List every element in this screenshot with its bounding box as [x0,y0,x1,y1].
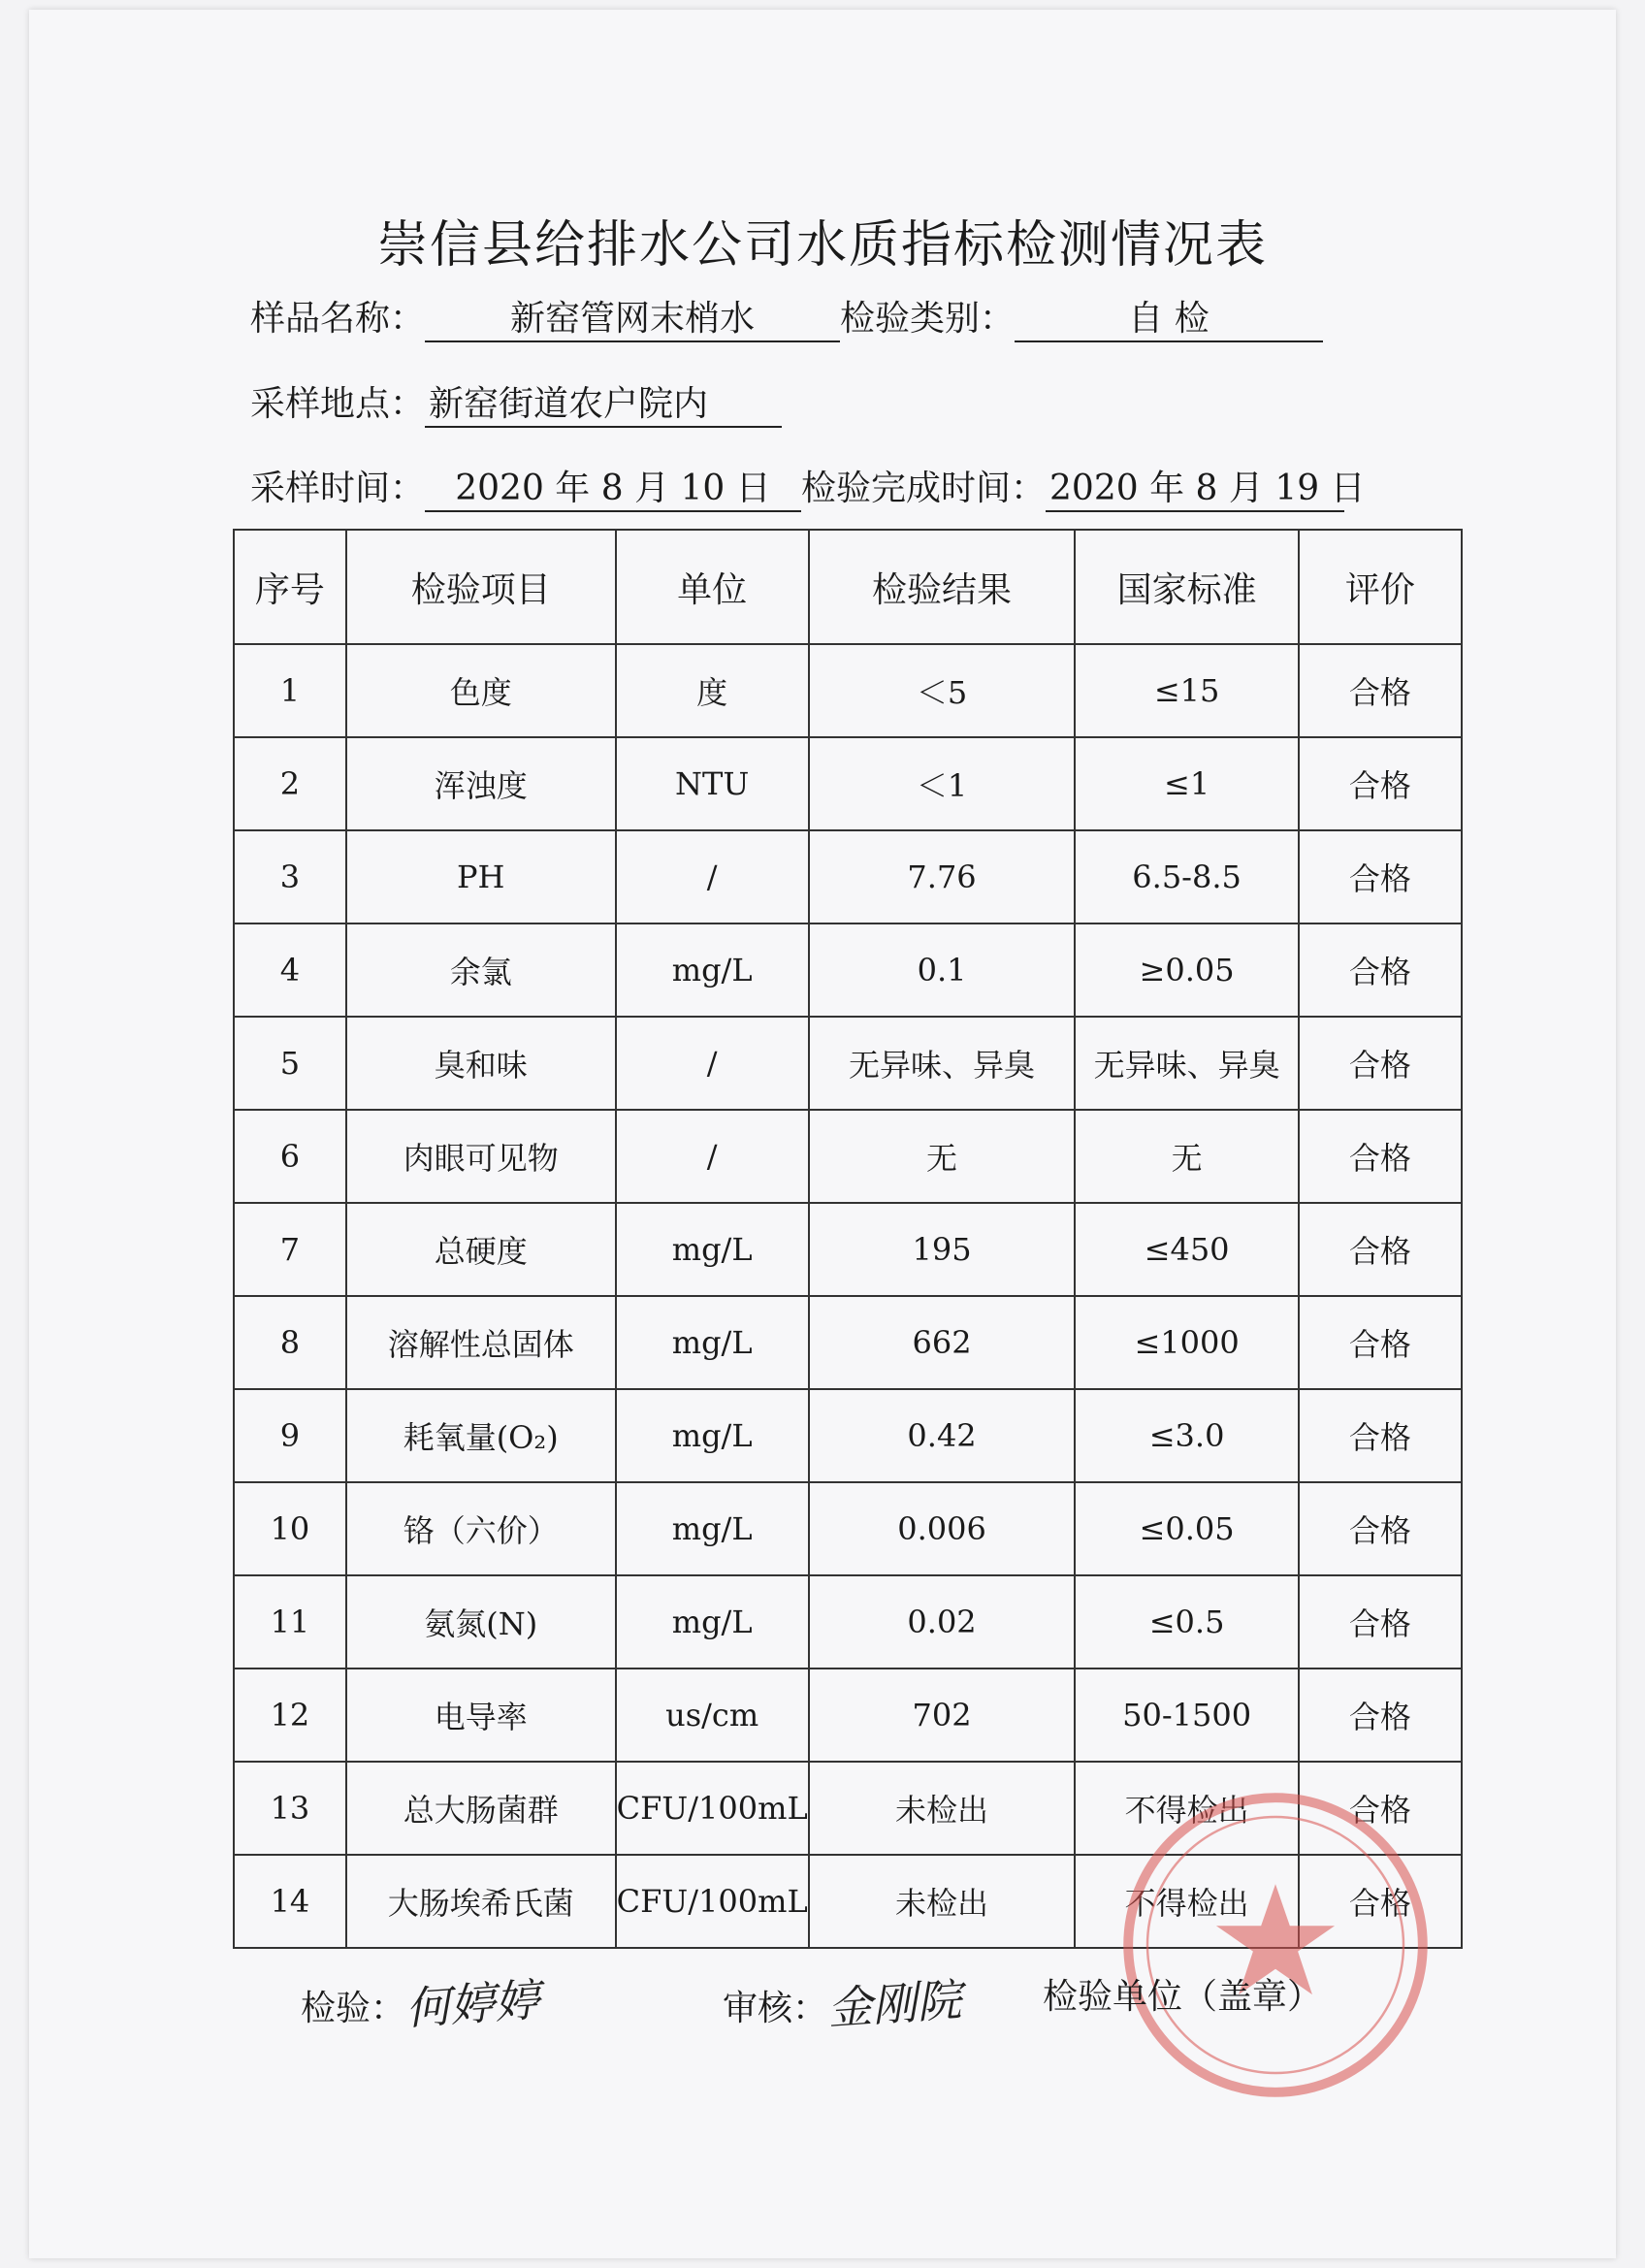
cell-unit: / [616,830,809,923]
cell-evaluation: 合格 [1299,830,1462,923]
cell-evaluation: 合格 [1299,1669,1462,1762]
cell-standard: 不得检出 [1075,1762,1298,1855]
cell-result: 无异味、异臭 [809,1017,1076,1110]
table-row [234,1110,1462,1203]
table-row [234,1017,1462,1110]
header-item: 检验项目 [346,530,616,644]
cell-result: 0.1 [809,923,1076,1017]
cell-unit: mg/L [616,1575,809,1669]
cell-no: 7 [234,1203,346,1296]
cell-item: 总大肠菌群 [346,1762,616,1855]
cell-item: 余氯 [346,923,616,1017]
cell-standard: 50-1500 [1075,1669,1298,1762]
cell-unit: 度 [616,644,809,737]
cell-result: 0.42 [809,1389,1076,1482]
document-title: 崇信县给排水公司水质指标检测情况表 [376,216,1268,275]
table-row [234,1669,1462,1762]
cell-standard: ≤1 [1075,737,1298,830]
cell-result: 未检出 [809,1762,1076,1855]
cell-standard: 不得检出 [1075,1855,1298,1948]
time-line [250,461,1366,512]
header-no: 序号 [234,530,346,644]
cell-result: 0.02 [809,1575,1076,1669]
completion-time-value: 2020 年 8 月 19 日 [1046,461,1344,512]
sampling-time-label: 采样时间： [250,469,426,508]
cell-result: 702 [809,1669,1076,1762]
cell-no: 9 [234,1389,346,1482]
cell-item: 氨氮(N) [346,1575,616,1669]
cell-evaluation: 合格 [1299,1110,1462,1203]
sample-name-line [250,291,1323,342]
cell-standard: 6.5-8.5 [1075,830,1298,923]
table-row [234,923,1462,1017]
cell-item: 溶解性总固体 [346,1296,616,1389]
cell-standard: ≤0.5 [1075,1575,1298,1669]
table-row [234,737,1462,830]
cell-result: 7.76 [809,830,1076,923]
cell-evaluation: 合格 [1299,1017,1462,1110]
table-row [234,1482,1462,1575]
header-result: 检验结果 [809,530,1076,644]
reviewer-label: 审核： [723,1989,828,2028]
table-row [234,1389,1462,1482]
cell-unit: mg/L [616,1203,809,1296]
completion-time-label: 检验完成时间： [801,469,1047,508]
cell-unit: NTU [616,737,809,830]
cell-evaluation: 合格 [1299,1762,1462,1855]
cell-unit: mg/L [616,1482,809,1575]
cell-no: 13 [234,1762,346,1855]
cell-no: 4 [234,923,346,1017]
results-table [233,529,1463,1949]
sampling-location-value: 新窑街道农户院内 [425,376,782,428]
cell-evaluation: 合格 [1299,1203,1462,1296]
cell-evaluation: 合格 [1299,1296,1462,1389]
cell-item: 色度 [346,644,616,737]
cell-evaluation: 合格 [1299,737,1462,830]
cell-result: 0.006 [809,1482,1076,1575]
cell-item: 臭和味 [346,1017,616,1110]
cell-evaluation: 合格 [1299,644,1462,737]
cell-standard: ≤1000 [1075,1296,1298,1389]
cell-no: 11 [234,1575,346,1669]
cell-item: 电导率 [346,1669,616,1762]
cell-no: 10 [234,1482,346,1575]
cell-item: 肉眼可见物 [346,1110,616,1203]
cell-item: 浑浊度 [346,737,616,830]
sampling-time-value: 2020 年 8 月 10 日 [425,461,801,512]
inspector-signature [301,1969,539,2033]
cell-unit: / [616,1017,809,1110]
cell-standard: ≤3.0 [1075,1389,1298,1482]
sampling-location-label: 采样地点： [250,384,426,424]
header-evaluation: 评价 [1299,530,1462,644]
cell-unit: mg/L [616,923,809,1017]
cell-unit: us/cm [616,1669,809,1762]
cell-standard: 无 [1075,1110,1298,1203]
inspection-type-value: 自 检 [1015,291,1323,342]
red-seal-icon [1115,1785,1435,2105]
cell-standard: ≤450 [1075,1203,1298,1296]
table-row [234,1296,1462,1389]
table-header-row [234,530,1462,644]
table-row [234,644,1462,737]
cell-unit: CFU/100mL [616,1855,809,1948]
cell-result: ＜1 [809,737,1076,830]
reviewer-name: 金刚院 [825,1973,963,2035]
cell-standard: 无异味、异臭 [1075,1017,1298,1110]
cell-result: 662 [809,1296,1076,1389]
cell-item: PH [346,830,616,923]
cell-no: 2 [234,737,346,830]
reviewer-signature [723,1969,961,2033]
cell-standard: ≥0.05 [1075,923,1298,1017]
cell-no: 12 [234,1669,346,1762]
cell-item: 铬（六价） [346,1482,616,1575]
inspector-name: 何婷婷 [403,1973,541,2035]
table-row [234,1575,1462,1669]
header-standard: 国家标准 [1075,530,1298,644]
cell-no: 8 [234,1296,346,1389]
cell-result: 195 [809,1203,1076,1296]
cell-result: 无 [809,1110,1076,1203]
cell-evaluation: 合格 [1299,1575,1462,1669]
cell-item: 耗氧量(O₂) [346,1389,616,1482]
cell-result: ＜5 [809,644,1076,737]
cell-evaluation: 合格 [1299,1389,1462,1482]
cell-no: 14 [234,1855,346,1948]
inspection-unit-label: 检验单位（盖章） [1043,1977,1323,2017]
cell-standard: ≤0.05 [1075,1482,1298,1575]
cell-evaluation: 合格 [1299,923,1462,1017]
cell-result: 未检出 [809,1855,1076,1948]
sample-name-label: 样品名称： [250,299,426,339]
cell-standard: ≤15 [1075,644,1298,737]
cell-unit: mg/L [616,1389,809,1482]
header-unit: 单位 [616,530,809,644]
cell-item: 大肠埃希氏菌 [346,1855,616,1948]
sample-name-value: 新窑管网末梢水 [425,291,840,342]
cell-no: 1 [234,644,346,737]
cell-unit: / [616,1110,809,1203]
cell-evaluation: 合格 [1299,1482,1462,1575]
table-row [234,1203,1462,1296]
table-row [234,830,1462,923]
cell-no: 5 [234,1017,346,1110]
sampling-location-line [250,376,782,428]
cell-evaluation: 合格 [1299,1855,1462,1948]
inspector-label: 检验： [301,1989,406,2028]
cell-no: 3 [234,830,346,923]
cell-no: 6 [234,1110,346,1203]
cell-unit: CFU/100mL [616,1762,809,1855]
cell-unit: mg/L [616,1296,809,1389]
cell-item: 总硬度 [346,1203,616,1296]
inspection-type-label: 检验类别： [840,299,1016,339]
